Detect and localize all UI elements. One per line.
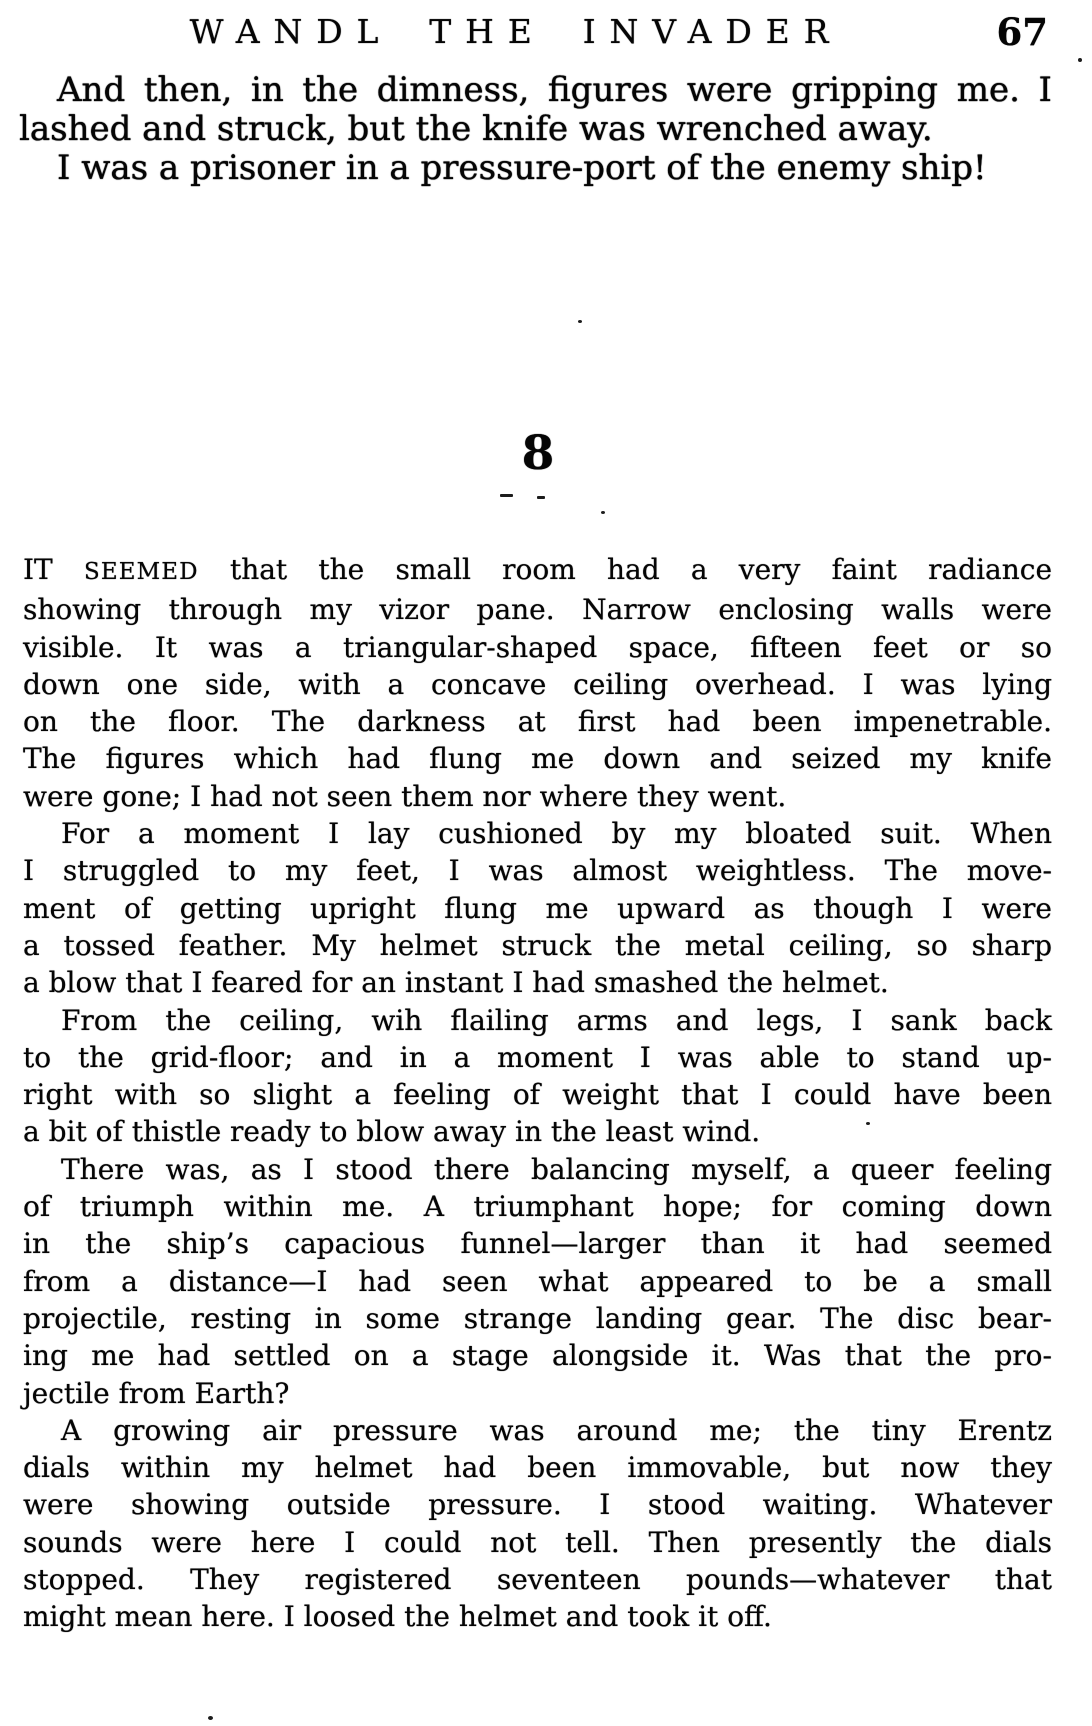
text-line: showing through my vizor pane. Narrow enclosing walls were bbox=[23, 593, 1052, 627]
text-line: from a distance—I had seen what appeared to be a small bbox=[23, 1264, 1052, 1298]
text-line: ing me had settled on a stage alongside it. Was that the pro- bbox=[23, 1339, 1052, 1373]
chapter-number: 8 bbox=[521, 426, 555, 481]
text-line: of triumph within me. A triumphant hope; for coming down bbox=[23, 1190, 1052, 1224]
scan-artifact bbox=[1078, 58, 1082, 62]
chapter-body-text bbox=[23, 551, 1052, 1636]
text-line: I was a prisoner in a pressure-port of the enemy ship! bbox=[57, 148, 987, 188]
text-line: a blow that I feared for an instant I had smashed the helmet. bbox=[23, 966, 889, 1000]
text-line: The figures which had flung me down and seized my knife bbox=[23, 742, 1052, 776]
text-line: A growing air pressure was around me; the tiny Erentz bbox=[61, 1413, 1052, 1447]
text-line: were showing outside pressure. I stood waiting. Whatever bbox=[23, 1488, 1052, 1522]
text-line: in the ship’s capacious funnel—larger than it had seemed bbox=[23, 1227, 1052, 1261]
scan-artifact bbox=[866, 1122, 870, 1125]
text-line: There was, as I stood there balancing myself, a queer feeling bbox=[61, 1152, 1052, 1186]
text-line: were gone; I had not seen them nor where they went. bbox=[23, 779, 787, 813]
scan-artifact bbox=[500, 494, 513, 497]
text-line: For a moment I lay cushioned by my bloated suit. When bbox=[61, 817, 1052, 851]
text-line: jectile from Earth? bbox=[23, 1376, 290, 1410]
text-line: And then, in the dimness, figures were gripping me. I bbox=[57, 70, 1052, 110]
text-line: IT SEEMED that the small room had a very faint radiance bbox=[23, 553, 1053, 586]
scan-artifact bbox=[537, 496, 545, 499]
scan-artifact bbox=[578, 320, 582, 323]
text-line: From the ceiling, wih flailing arms and legs, I sank back bbox=[61, 1003, 1052, 1037]
text-line: right with so slight a feeling of weight that I could have been bbox=[23, 1078, 1052, 1112]
text-line: I struggled to my feet, I was almost weightless. The move- bbox=[23, 854, 1052, 888]
text-line: sounds were here I could not tell. Then presently the dials bbox=[23, 1525, 1052, 1559]
scan-artifact bbox=[208, 1716, 213, 1720]
text-line: a tossed feather. My helmet struck the metal ceiling, so sharp bbox=[23, 928, 1052, 962]
text-line: lashed and struck, but the knife was wrenched away. bbox=[19, 109, 933, 149]
scan-artifact bbox=[601, 511, 605, 514]
text-line: dials within my helmet had been immovable, but now they bbox=[23, 1451, 1052, 1485]
text-line: down one side, with a concave ceiling overhead. I was lying bbox=[23, 667, 1052, 701]
text-line: a bit of thistle ready to blow away in the least wind. bbox=[23, 1115, 761, 1149]
intro-paragraphs bbox=[19, 71, 1052, 188]
running-header-title: WANDL THE INVADER bbox=[189, 12, 843, 51]
text-line: ment of getting upright flung me upward as though I were bbox=[23, 891, 1052, 925]
page-number: 67 bbox=[996, 10, 1048, 54]
text-line: stopped. They registered seventeen pounds—whatever that bbox=[23, 1563, 1052, 1597]
text-line: on the floor. The darkness at first had been impenetrable. bbox=[23, 705, 1052, 739]
text-line: might mean here. I loosed the helmet and took it off. bbox=[23, 1600, 772, 1634]
text-line: projectile, resting in some strange landing gear. The disc bear- bbox=[23, 1301, 1052, 1335]
text-line: visible. It was a triangular-shaped space, fifteen feet or so bbox=[23, 630, 1052, 664]
text-line: to the grid-floor; and in a moment I was able to stand up- bbox=[23, 1040, 1052, 1074]
